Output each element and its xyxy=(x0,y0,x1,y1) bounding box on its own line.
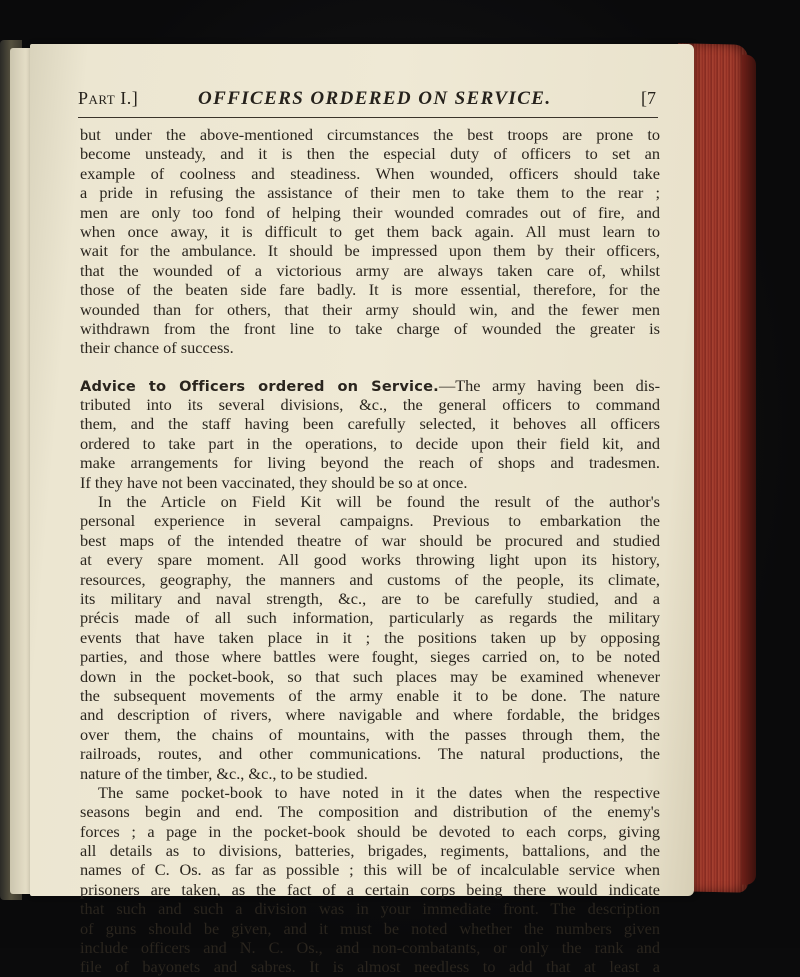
text-line: its military and naval strength, &c., are to be carefully studied, and a xyxy=(80,588,660,608)
text-line: précis made of all such information, particularly as regards the military xyxy=(80,608,660,628)
text-line: parties, and those where battles were fought, sieges carried on, to be noted xyxy=(80,647,660,667)
body-text xyxy=(80,125,660,977)
text-line: at every spare moment. All good works throwing light upon its history, xyxy=(80,550,660,570)
text-line: a pride in refusing the assistance of their men to take them to the rear ; xyxy=(80,183,660,203)
paragraph-gap xyxy=(80,358,660,376)
running-title: OFFICERS ORDERED ON SERVICE. xyxy=(198,88,552,109)
text-line: tributed into its several divisions, &c., the general officers to command xyxy=(80,395,660,415)
text-line: wait for the ambulance. It should be impressed upon them by their officers, xyxy=(80,241,660,261)
section-heading-line xyxy=(80,376,660,395)
text-line: names of C. Os. as far as possible ; this will be of incalculable service when xyxy=(80,860,660,880)
text-line: If they have not been vaccinated, they should be so at once. xyxy=(80,472,468,492)
text-line: withdrawn from the front line to take charge of wounded the greater is xyxy=(80,318,660,338)
text-line: those of the beaten side fare badly. It is more essential, therefore, for the xyxy=(80,280,660,300)
text-line: nature of the timber, &c., &c., to be studied. xyxy=(80,763,368,783)
text-line: prisoners are taken, as the fact of a certain corps being there would indicate xyxy=(80,879,660,899)
text-line: that the wounded of a victorious army are always taken care of, whilst xyxy=(80,260,660,280)
text-line: events that have taken place in it ; the positions taken up by opposing xyxy=(80,627,660,647)
text-line: become unsteady, and it is then the especial duty of officers to set an xyxy=(80,144,660,164)
text-line: down in the pocket-book, so that such places may be examined whenever xyxy=(80,666,660,686)
text-line: railroads, routes, and other communications. The natural productions, the xyxy=(80,744,660,764)
text-line: ordered to take part in the operations, to decide upon their field kit, and xyxy=(80,433,660,453)
text-line: and description of rivers, where navigable and where fordable, the bridges xyxy=(80,705,660,725)
text-line: the subsequent movements of the army enable it to be done. The nature xyxy=(80,685,660,705)
text-line: make arrangements for living beyond the reach of shops and tradesmen. xyxy=(80,453,660,473)
text-line: In the Article on Field Kit will be found the result of the author's xyxy=(98,492,660,512)
text-line: seasons begin and end. The composition and distribution of the enemy's xyxy=(80,802,660,822)
text-line: all details as to divisions, batteries, brigades, regiments, battalions, and the xyxy=(80,841,660,861)
text-line: that such and such a division was in your immediate front. The description xyxy=(80,899,660,919)
text-line: The same pocket-book to have noted in it the dates when the respective xyxy=(98,782,660,802)
text-line: their chance of success. xyxy=(80,338,234,358)
text-line: best maps of the intended theatre of war should be procured and studied xyxy=(80,530,660,550)
text-line: when once away, it is difficult to get them back again. All must learn to xyxy=(80,221,660,241)
heading-continuation: —The army having been dis- xyxy=(438,375,661,395)
paragraph-1 xyxy=(80,125,660,358)
section-heading: Advice to Officers ordered on Service. xyxy=(80,377,439,395)
text-line: of guns should be given, and it must be noted whether the numbers given xyxy=(80,918,660,938)
page-number: [7 xyxy=(641,88,656,108)
text-line: over them, the chains of mountains, with the passes through them, the xyxy=(80,724,660,744)
text-line: example of coolness and steadiness. When wounded, officers should take xyxy=(80,163,660,183)
text-line: men are only too fond of helping their wounded comrades out of fire, and xyxy=(80,202,660,222)
text-line: them, and the staff having been carefully selected, it behoves all officers xyxy=(80,414,660,434)
paragraph-4 xyxy=(80,783,660,977)
running-header xyxy=(78,88,658,116)
text-line: resources, geography, the manners and customs of the people, its climate, xyxy=(80,569,660,589)
paragraph-3 xyxy=(80,492,660,783)
text-line: file of bayonets and sabres. It is almost needless to add that at least a xyxy=(80,957,660,977)
text-line: include officers and N. C. Os., and non-combatants, or only the rank and xyxy=(80,938,660,958)
text-line: but under the above-mentioned circumstances the best troops are prone to xyxy=(80,125,660,144)
text-line: personal experience in several campaigns. Previous to embarkation the xyxy=(80,511,660,531)
text-line: wounded than for others, that their army should win, and the fewer men xyxy=(80,299,660,319)
header-rule xyxy=(78,117,658,118)
book-page xyxy=(30,44,694,977)
text-line: forces ; a page in the pocket-book should be devoted to each corps, giving xyxy=(80,821,660,841)
part-label: Part I.] xyxy=(78,88,139,108)
paragraph-2 xyxy=(80,376,660,492)
